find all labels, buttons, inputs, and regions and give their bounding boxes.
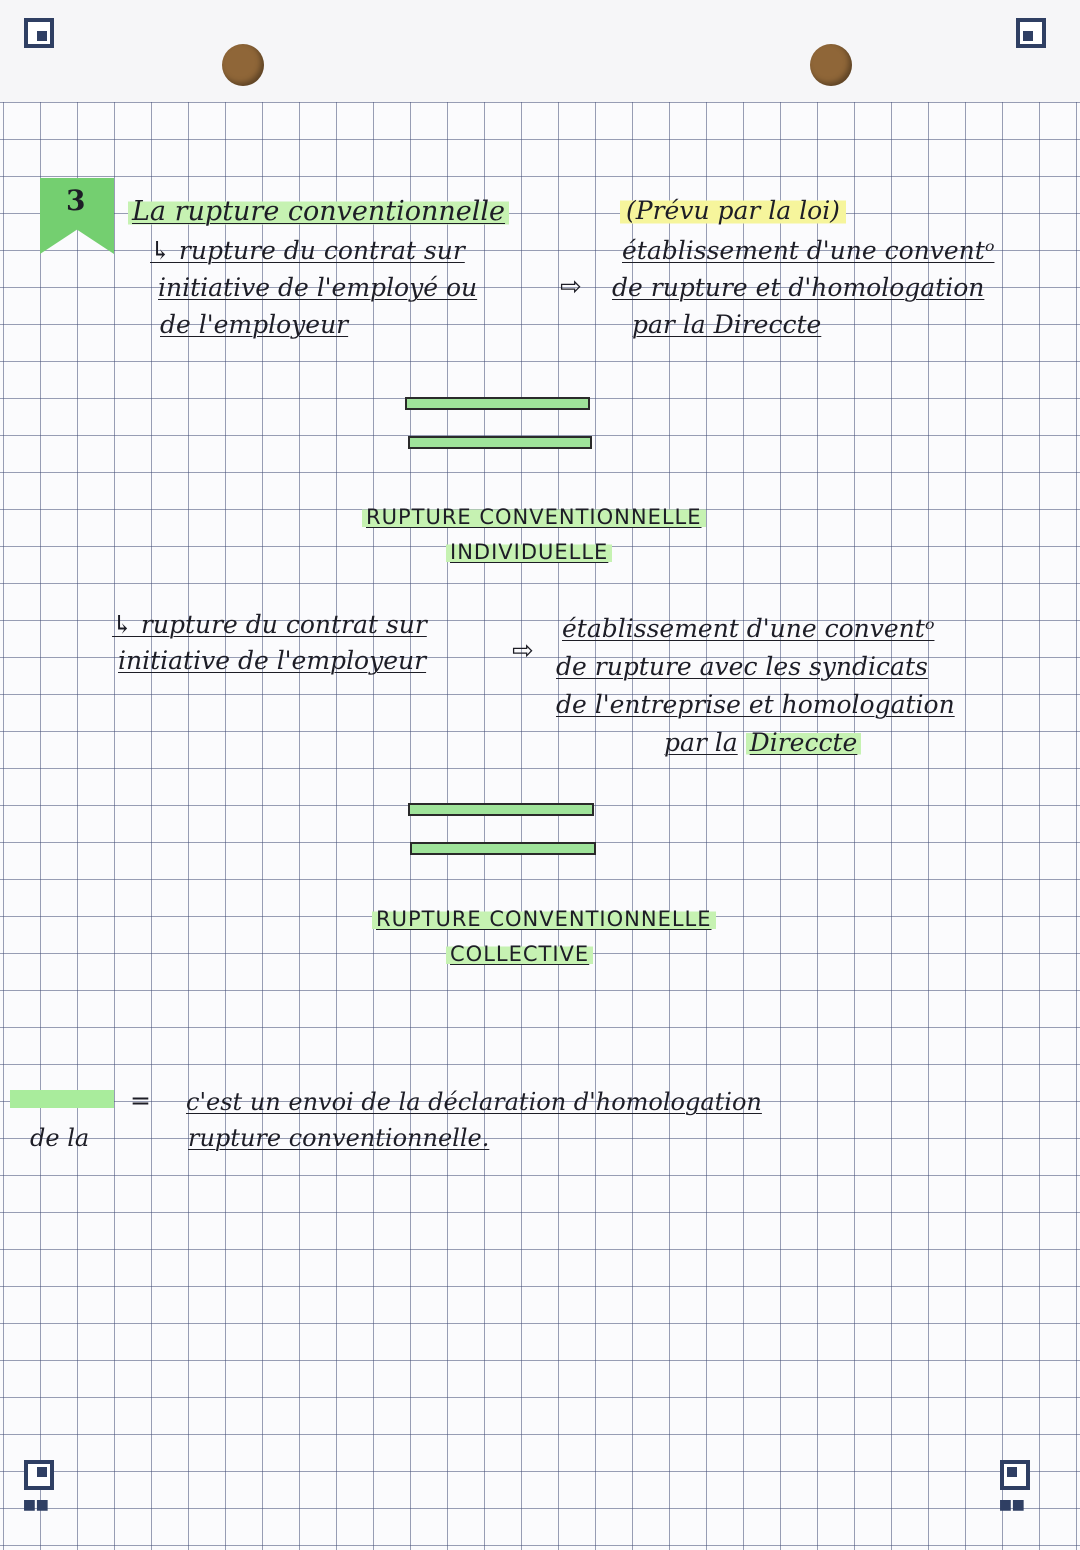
block1-heading-line2-text: INDIVIDUELLE (446, 540, 612, 564)
equals-bar-bottom (410, 842, 596, 855)
section-number: 3 (66, 184, 86, 217)
definition-highlight-strip (10, 1090, 114, 1108)
punch-hole-right (810, 44, 852, 86)
corner-marker-icon (1000, 1460, 1030, 1490)
corner-marker-icon (24, 1460, 54, 1490)
block1-left-line: de l'employeur (160, 310, 349, 339)
equals-bar-bottom (408, 436, 592, 449)
definition-line2-prefix: de la (30, 1124, 90, 1152)
page-header-strip (0, 0, 1080, 102)
block1-right-line: établissement d'une conventᵒ (622, 236, 995, 265)
section-badge (40, 178, 114, 254)
block1-right-line: de rupture et d'homologation (612, 273, 985, 302)
block1-right-line: par la Direccte (632, 310, 822, 339)
definition-line2: rupture conventionnelle. (188, 1124, 490, 1152)
section-note (620, 196, 846, 225)
block1-left-line: initiative de l'employé ou (158, 273, 478, 302)
block1-left-line: ↳ rupture du contrat sur (150, 236, 465, 265)
corner-marker-icon (1016, 18, 1046, 48)
equals-bar-top (408, 803, 594, 816)
block2-right-last-line (664, 728, 861, 757)
block2-left-line: initiative de l'employeur (118, 646, 427, 675)
section-note-text: (Prévu par la loi) (620, 196, 846, 225)
corner-dots-icon: ■■ (24, 1494, 50, 1515)
block2-right-last-line-prefix: par la (664, 728, 738, 757)
block2-heading-line2-text: COLLECTIVE (446, 942, 593, 966)
equals-bar-top (405, 397, 590, 410)
arrow-right-icon: ⇨ (560, 272, 582, 302)
block1-heading-line1 (362, 505, 706, 529)
block2-left-line: ↳ rupture du contrat sur (112, 610, 427, 639)
block2-right-line: de rupture avec les syndicats (556, 652, 928, 681)
block2-heading-line2 (446, 942, 593, 966)
block1-heading-line1-text: RUPTURE CONVENTIONNELLE (362, 505, 706, 529)
block1-heading-line2 (446, 540, 612, 564)
definition-equals: = (130, 1086, 151, 1115)
section-title-text: La rupture conventionnelle (128, 196, 509, 227)
corner-dots-icon: ■■ (1000, 1494, 1026, 1515)
corner-marker-icon (24, 18, 54, 48)
block2-right-line: établissement d'une conventᵒ (562, 614, 935, 643)
punch-hole-left (222, 44, 264, 86)
arrow-right-icon: ⇨ (512, 636, 534, 666)
block2-right-line: de l'entreprise et homologation (556, 690, 955, 719)
block2-right-highlight: Direccte (746, 728, 862, 757)
block2-heading-line1-text: RUPTURE CONVENTIONNELLE (372, 907, 716, 931)
definition-line1: c'est un envoi de la déclaration d'homologation (186, 1088, 762, 1116)
section-title (128, 196, 509, 227)
block2-heading-line1 (372, 907, 716, 931)
